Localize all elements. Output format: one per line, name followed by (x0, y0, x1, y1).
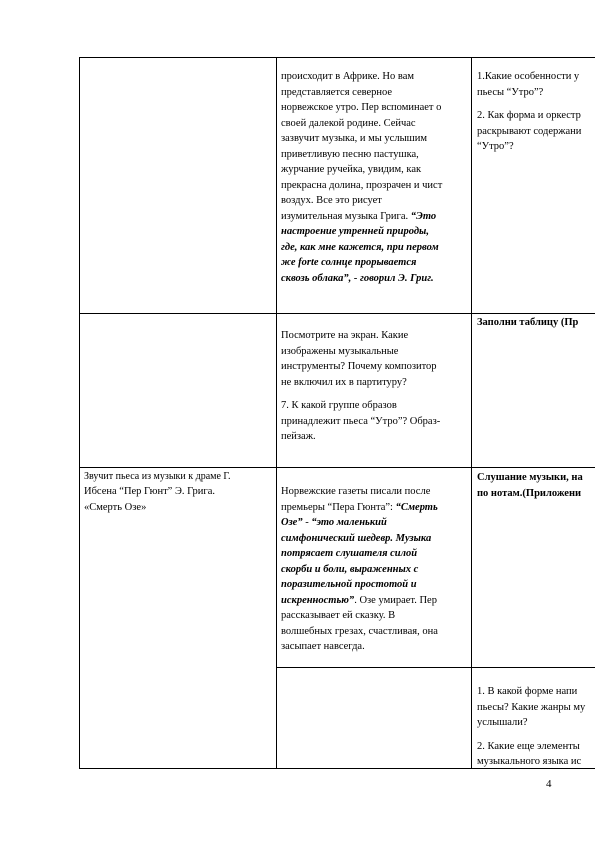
text-segment: . Озе умирает. Пер (354, 594, 437, 606)
table-border-left (79, 57, 80, 769)
row-divider-2 (79, 467, 595, 468)
text-line: Слушание музыки, на (477, 472, 583, 483)
row2-right-cell (477, 315, 595, 331)
text-segment: потрясает слушателя силой (281, 548, 418, 559)
text-line: 1. В какой форме напи (477, 686, 578, 697)
text-line (281, 624, 467, 640)
text-line: 1.Какие особенности у (477, 71, 580, 82)
text-line: инструменты? Почему композитор (281, 361, 437, 372)
text-segment: где, как мне кажется, при первом (281, 241, 439, 253)
text-line: Заполни таблицу (Пр (477, 317, 579, 328)
text-segment: рассказывает ей сказку. В (281, 610, 396, 621)
text-line (84, 500, 274, 516)
text-line: пьесы “Утро”? (477, 86, 544, 98)
row-divider-3 (276, 667, 595, 668)
text-line: раскрывают содержани (477, 125, 582, 137)
text-segment: представляется северное (281, 86, 393, 98)
text-segment: же forte солнце прорывается (281, 257, 417, 268)
text-line (281, 147, 467, 163)
paragraph-gap (281, 390, 467, 398)
text-line (281, 484, 467, 500)
row3-right-cell (477, 470, 595, 501)
text-segment: волшебных грезах, счастливая, она (281, 625, 438, 637)
row3-left-cell (84, 470, 274, 515)
paragraph-gap (477, 731, 595, 739)
text-line (84, 484, 274, 500)
text-segment: воздух. Все это рисует (281, 195, 382, 206)
text-line (281, 577, 467, 593)
text-segment: премьеры “Пера Гюнта”: (281, 501, 393, 513)
text-segment: журчание ручейка, увидим, как (281, 164, 422, 175)
column-divider-1 (276, 57, 277, 769)
text-line (281, 608, 467, 624)
text-line: “Утро”? (477, 141, 514, 152)
text-segment: - (302, 517, 312, 528)
text-line: услышали? (477, 717, 528, 728)
text-segment: приветливую песню пастушка, (281, 148, 419, 160)
text-segment: «Смерть Озе» (84, 501, 147, 513)
text-line (281, 85, 467, 101)
text-segment: изумительная музыка Грига. (281, 210, 409, 222)
text-line: принадлежит пьеса “Утро”? Образ- (281, 415, 441, 427)
text-segment: засыпает навсегда. (281, 641, 365, 652)
text-line: пейзаж. (281, 431, 316, 442)
text-line: изображены музыкальные (281, 345, 399, 357)
text-line (281, 531, 467, 547)
text-line (281, 116, 467, 132)
text-segment: симфонический шедевр. Музыка (281, 532, 432, 544)
row3-middle-cell (281, 484, 467, 655)
text-line (281, 593, 467, 609)
text-segment: Озе” (281, 517, 303, 528)
text-line: 7. К какой группе образов (281, 400, 397, 411)
text-segment: поразительной простотой и (281, 579, 417, 590)
text-line (281, 209, 467, 225)
text-line (281, 162, 467, 178)
text-line (281, 562, 467, 578)
text-segment: скорби и боли, выраженных с (281, 563, 419, 575)
text-line (281, 500, 467, 516)
text-line (281, 240, 467, 256)
row-divider-1 (79, 313, 595, 314)
text-segment: искренностью” (281, 594, 355, 606)
text-line (281, 639, 467, 655)
text-segment: настроение утренней природы, (281, 226, 429, 237)
text-line: по нотам.(Приложени (477, 487, 582, 499)
text-segment: норвежское утро. Пер вспоминает о (281, 102, 442, 113)
text-segment: Норвежские газеты писали после (281, 486, 431, 497)
text-segment: зазвучит музыка, и мы услышим (281, 133, 427, 144)
text-line (281, 515, 467, 531)
text-line: пьесы? Какие жанры му (477, 701, 586, 713)
text-line (281, 178, 467, 194)
text-line (281, 224, 467, 240)
text-segment: Ибсена “Пер Гюнт” Э. Грига. (84, 486, 215, 497)
text-line (281, 546, 467, 562)
text-line: 2. Какие еще элементы (477, 740, 580, 752)
text-line (281, 193, 467, 209)
text-segment: “Смерть (392, 501, 438, 513)
text-segment: своей далекой родине. Сейчас (281, 117, 416, 129)
text-segment: происходит в Африке. Но вам (281, 71, 415, 82)
row1-middle-cell (281, 69, 467, 286)
text-line (281, 100, 467, 116)
row4-right-cell (477, 684, 595, 770)
table-border-top (79, 57, 595, 58)
text-segment: “Это (408, 210, 437, 222)
text-line (281, 271, 467, 287)
text-segment: сквозь облака”, - говорил Э. Григ. (281, 272, 434, 284)
text-line: музыкального языка ис (477, 756, 582, 767)
paragraph-gap (477, 100, 595, 108)
page-number: 4 (546, 778, 552, 790)
text-segment: прекрасна долина, прозрачен и чист (281, 179, 443, 191)
text-line (281, 69, 467, 85)
text-line (281, 255, 467, 271)
text-segment: “это маленький (311, 517, 387, 528)
row1-right-cell (477, 69, 595, 155)
text-line (84, 470, 274, 484)
text-line (281, 131, 467, 147)
text-segment: Звучит пьеса из музыки к драме Г. (84, 471, 231, 482)
column-divider-2 (471, 57, 472, 769)
text-line: Посмотрите на экран. Какие (281, 330, 409, 341)
text-line: 2. Как форма и оркестр (477, 110, 581, 121)
row2-middle-cell (281, 328, 467, 445)
text-line: не включил их в партитуру? (281, 376, 407, 388)
